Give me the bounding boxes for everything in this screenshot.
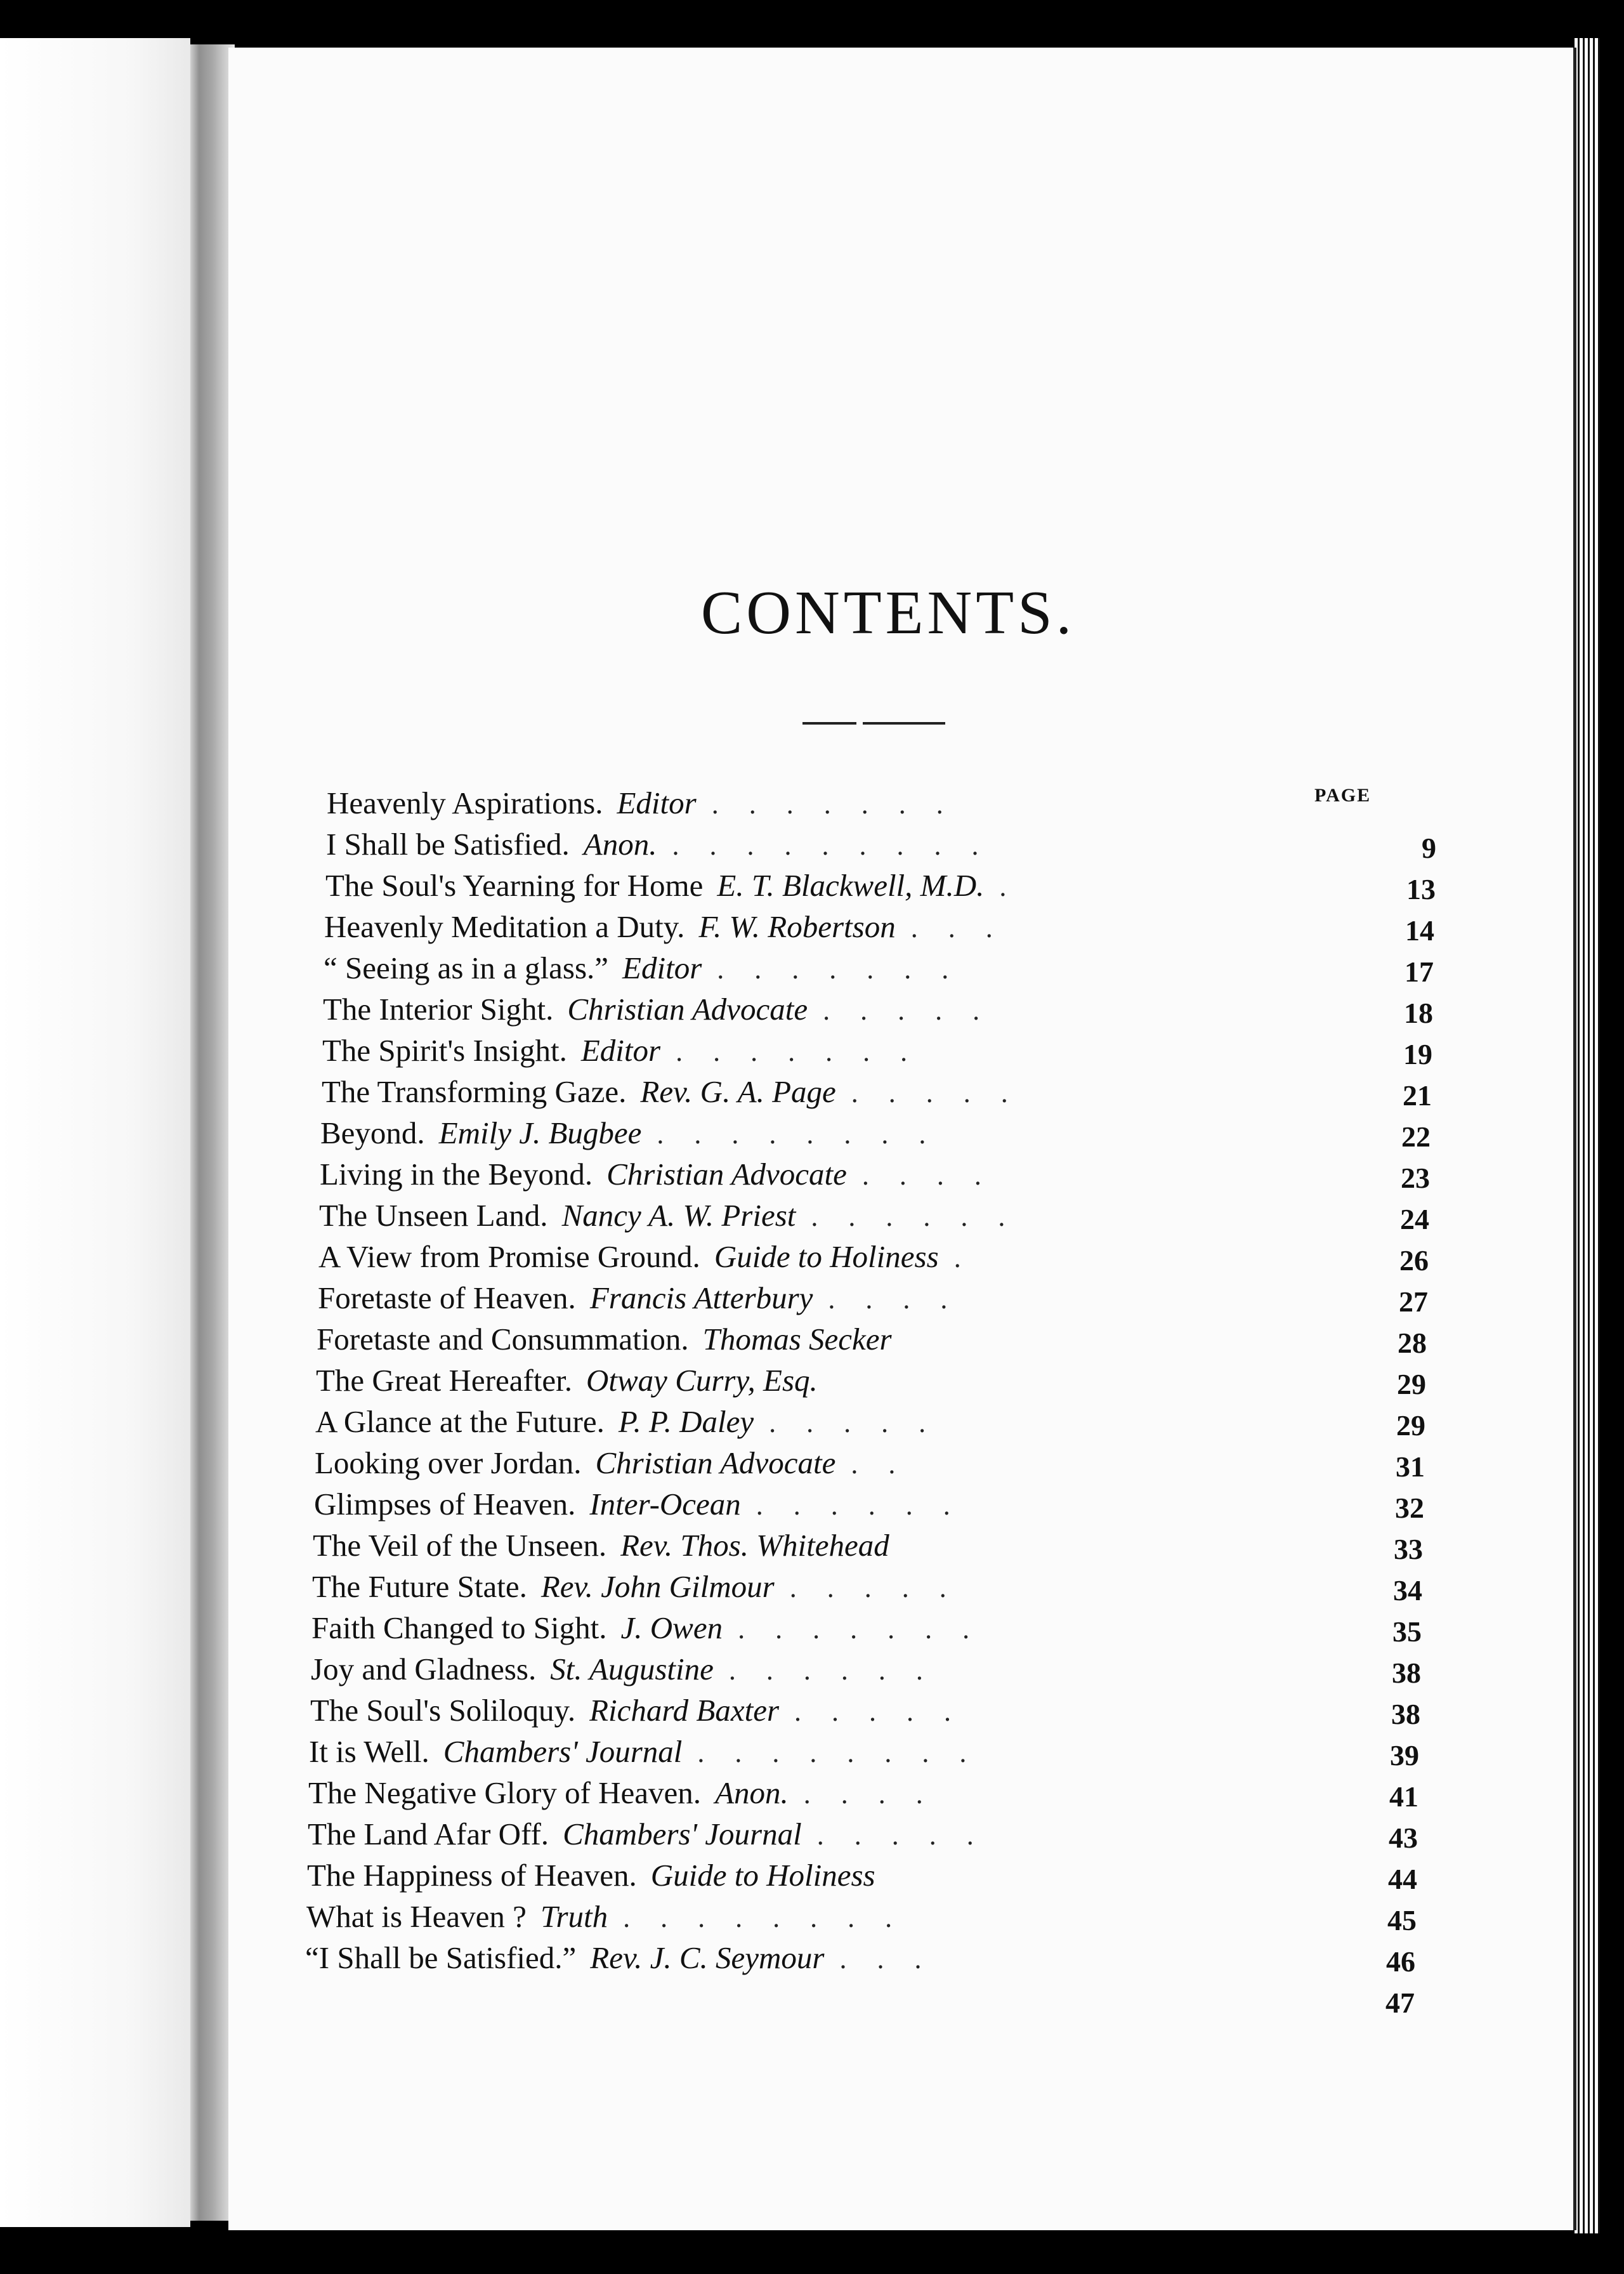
toc-entry-author: Editor bbox=[622, 950, 702, 985]
toc-page-number: 24 bbox=[1400, 1203, 1429, 1235]
toc-row bbox=[324, 907, 1434, 949]
toc-entry bbox=[314, 1486, 981, 1522]
toc-page-number: 22 bbox=[1401, 1121, 1431, 1153]
toc-entry-author: Truth bbox=[540, 1899, 608, 1934]
toc-entry bbox=[327, 785, 974, 821]
toc-page-number: 29 bbox=[1396, 1409, 1425, 1442]
toc-row bbox=[317, 1320, 1427, 1361]
toc-page-number: 47 bbox=[1385, 1987, 1415, 2019]
toc-row bbox=[320, 1114, 1431, 1155]
toc-row bbox=[305, 1938, 1415, 1980]
toc-entry-author: Chambers' Journal bbox=[443, 1734, 683, 1769]
dot-leader: ... bbox=[839, 1943, 952, 1975]
dot-leader: ....... bbox=[676, 1036, 938, 1067]
dot-leader: .... bbox=[828, 1284, 978, 1315]
toc-entry-title: The Soul's Yearning for Home bbox=[325, 868, 704, 903]
toc-entry-author: Editor bbox=[617, 785, 697, 820]
toc-entry-author: E. T. Blackwell, M.D. bbox=[717, 868, 985, 903]
toc-page-number: 35 bbox=[1392, 1615, 1422, 1648]
toc-entry-title: The Transforming Gaze. bbox=[322, 1074, 627, 1109]
toc-row bbox=[319, 1196, 1429, 1237]
toc-entry-author: Christian Advocate bbox=[595, 1445, 836, 1480]
toc-row bbox=[322, 1072, 1432, 1114]
toc-row bbox=[322, 1031, 1432, 1072]
toc-entry-author: Christian Advocate bbox=[567, 992, 808, 1027]
toc-entry bbox=[324, 950, 979, 986]
toc-entry bbox=[315, 1403, 956, 1440]
toc-entry-author: Emily J. Bugbee bbox=[438, 1115, 642, 1150]
toc-entry-title: The Future State. bbox=[312, 1569, 527, 1604]
dot-leader: ...... bbox=[756, 1490, 981, 1521]
toc-page-number: 39 bbox=[1390, 1739, 1419, 1771]
toc-entry-author: P. P. Daley bbox=[618, 1404, 754, 1439]
toc-entry bbox=[311, 1610, 1000, 1646]
toc-entry bbox=[307, 1857, 891, 1893]
toc-row bbox=[309, 1732, 1419, 1773]
dot-leader: ......... bbox=[672, 830, 1009, 861]
toc-entry-title: “I Shall be Satisfied.” bbox=[305, 1940, 577, 1975]
toc-page-number: 23 bbox=[1401, 1162, 1430, 1194]
toc-entry-title: Glimpses of Heaven. bbox=[314, 1487, 576, 1521]
toc-page-number: 41 bbox=[1389, 1780, 1418, 1813]
toc-entry-title: Living in the Beyond. bbox=[320, 1157, 593, 1192]
toc-page-number: 13 bbox=[1406, 873, 1436, 905]
toc-page-number: 14 bbox=[1405, 914, 1434, 947]
dot-leader: .. bbox=[851, 1449, 926, 1480]
toc-entry-title: A View from Promise Ground. bbox=[318, 1239, 700, 1274]
toc-entry bbox=[316, 1362, 833, 1398]
toc-entry-title: Beyond. bbox=[320, 1115, 425, 1150]
toc-entry-title: The Spirit's Insight. bbox=[322, 1033, 567, 1068]
toc-page-number: 28 bbox=[1398, 1327, 1427, 1359]
toc-page-number: 43 bbox=[1389, 1822, 1418, 1854]
toc-row bbox=[324, 949, 1434, 990]
toc-entry bbox=[322, 1032, 938, 1068]
dot-leader: . bbox=[953, 1242, 992, 1273]
toc-page-number: 34 bbox=[1393, 1574, 1422, 1607]
facing-page bbox=[0, 38, 190, 2227]
toc-page-number: 29 bbox=[1397, 1368, 1426, 1400]
toc-entry bbox=[305, 1940, 952, 1976]
toc-entry-author: Guide to Holiness bbox=[714, 1239, 939, 1274]
toc-entry-author: Guide to Holiness bbox=[650, 1858, 875, 1893]
toc-entry bbox=[315, 1445, 926, 1481]
toc-row bbox=[320, 1155, 1430, 1196]
toc-row bbox=[313, 1526, 1423, 1567]
dot-leader: ....... bbox=[738, 1613, 1000, 1645]
toc-row bbox=[326, 825, 1436, 866]
toc-entry bbox=[320, 1156, 1012, 1192]
toc-entry-title: Heavenly Aspirations. bbox=[327, 785, 603, 820]
toc-entry-title: Foretaste of Heaven. bbox=[318, 1280, 576, 1315]
toc-page-number: 17 bbox=[1405, 956, 1434, 988]
toc-entry-title: What is Heaven ? bbox=[306, 1899, 527, 1934]
toc-entry bbox=[325, 867, 1037, 904]
toc-entry bbox=[322, 1074, 1038, 1110]
toc-row bbox=[315, 1402, 1425, 1443]
toc-entry-title: The Unseen Land. bbox=[319, 1198, 548, 1233]
toc-row bbox=[311, 1608, 1422, 1650]
dot-leader: ........ bbox=[697, 1737, 997, 1768]
toc-entry-title: “ Seeing as in a glass.” bbox=[324, 950, 609, 985]
dot-leader: .... bbox=[861, 1160, 1012, 1191]
dot-leader: ....... bbox=[711, 789, 974, 820]
toc-entry bbox=[310, 1692, 981, 1728]
toc-row bbox=[312, 1567, 1422, 1608]
toc-entry-title: The Land Afar Off. bbox=[308, 1817, 549, 1851]
toc-entry-title: A Glance at the Future. bbox=[315, 1404, 605, 1439]
dot-leader: ...... bbox=[811, 1201, 1036, 1232]
toc-page-number: 21 bbox=[1403, 1079, 1432, 1112]
toc-entry-title: Foretaste and Consummation. bbox=[317, 1322, 689, 1357]
toc-entry-author: J. Owen bbox=[620, 1610, 723, 1645]
toc-page-number: 38 bbox=[1392, 1657, 1421, 1689]
dot-leader: ..... bbox=[823, 995, 1011, 1026]
toc-row bbox=[314, 1485, 1424, 1526]
toc-row bbox=[325, 866, 1436, 907]
toc-entry bbox=[304, 1981, 318, 2017]
toc-row bbox=[310, 1691, 1420, 1732]
toc-row bbox=[304, 1980, 1415, 2021]
toc-entry bbox=[319, 1197, 1035, 1233]
toc-entry-title: The Negative Glory of Heaven. bbox=[308, 1775, 702, 1810]
dot-leader: ...... bbox=[728, 1655, 953, 1686]
toc-page-number: 31 bbox=[1396, 1450, 1425, 1483]
toc-entry-author: Christian Advocate bbox=[606, 1157, 847, 1192]
page-edges bbox=[1575, 38, 1600, 2233]
toc-entry-title: The Veil of the Unseen. bbox=[313, 1528, 607, 1563]
dot-leader: . bbox=[999, 871, 1037, 902]
toc-entry bbox=[312, 1568, 977, 1605]
table-of-contents bbox=[305, 784, 1436, 2021]
toc-entry bbox=[306, 1898, 922, 1935]
toc-entry bbox=[308, 1775, 953, 1811]
toc-page-number: 18 bbox=[1404, 997, 1433, 1029]
toc-entry-title: The Happiness of Heaven. bbox=[307, 1858, 637, 1893]
dot-leader: ..... bbox=[816, 1820, 1004, 1851]
toc-entry bbox=[320, 1115, 956, 1151]
toc-row bbox=[318, 1237, 1429, 1278]
toc-row bbox=[315, 1443, 1425, 1485]
toc-entry-author: Thomas Secker bbox=[702, 1322, 892, 1357]
dot-leader: ... bbox=[910, 912, 1023, 943]
toc-entry-author: Chambers' Journal bbox=[563, 1817, 802, 1851]
toc-entry-title: Faith Changed to Sight. bbox=[311, 1610, 607, 1645]
toc-page-number: 44 bbox=[1388, 1863, 1417, 1895]
toc-entry-author: Anon. bbox=[583, 827, 657, 862]
toc-page-number: 46 bbox=[1386, 1945, 1415, 1978]
toc-entry bbox=[324, 909, 1023, 945]
toc-entry bbox=[313, 1527, 905, 1563]
toc-entry-author: Anon. bbox=[715, 1775, 789, 1810]
toc-entry bbox=[318, 1280, 978, 1316]
page-title: CONTENTS. bbox=[700, 579, 1076, 647]
title-rule bbox=[802, 722, 945, 725]
toc-entry-title: The Great Hereafter. bbox=[316, 1363, 572, 1398]
dot-leader: .... bbox=[803, 1778, 953, 1810]
toc-entry-author: Otway Curry, Esq. bbox=[586, 1363, 818, 1398]
toc-page-number: 9 bbox=[1422, 832, 1436, 864]
toc-entry-author: Inter-Ocean bbox=[589, 1487, 741, 1521]
toc-entry-title: Looking over Jordan. bbox=[315, 1445, 582, 1480]
toc-page-number: 19 bbox=[1403, 1038, 1432, 1070]
toc-page-number: 45 bbox=[1387, 1904, 1417, 1936]
toc-entry-author: Rev. John Gilmour bbox=[540, 1569, 775, 1604]
toc-page-number: 26 bbox=[1399, 1244, 1429, 1277]
toc-entry bbox=[317, 1321, 907, 1357]
toc-entry-title: The Soul's Soliloquy. bbox=[310, 1693, 576, 1728]
toc-row bbox=[308, 1815, 1418, 1856]
toc-entry-author: Editor bbox=[580, 1033, 661, 1068]
toc-page-number: 38 bbox=[1391, 1698, 1420, 1730]
toc-entry-author: F. W. Robertson bbox=[698, 909, 896, 944]
toc-row bbox=[307, 1856, 1417, 1897]
toc-entry-author: Rev. G. A. Page bbox=[640, 1074, 836, 1109]
dot-leader: ..... bbox=[794, 1696, 982, 1727]
toc-entry-title: It is Well. bbox=[309, 1734, 429, 1769]
toc-entry bbox=[308, 1816, 1004, 1852]
toc-entry bbox=[311, 1651, 953, 1687]
dot-leader: ..... bbox=[789, 1572, 977, 1603]
contents-page bbox=[228, 48, 1576, 2230]
toc-entry-author: Nancy A. W. Priest bbox=[561, 1198, 796, 1233]
dot-leader: ..... bbox=[851, 1077, 1038, 1108]
toc-entry bbox=[318, 1239, 992, 1275]
toc-row bbox=[311, 1650, 1421, 1691]
toc-entry-title: The Interior Sight. bbox=[323, 992, 554, 1027]
title-rule-gap bbox=[856, 720, 863, 726]
toc-entry-author: Rev. J. C. Seymour bbox=[590, 1940, 825, 1975]
toc-row bbox=[308, 1773, 1418, 1815]
toc-entry-title: Joy and Gladness. bbox=[311, 1652, 537, 1686]
toc-row bbox=[323, 990, 1433, 1031]
toc-entry-title: Heavenly Meditation a Duty. bbox=[324, 909, 685, 944]
toc-page-number: 32 bbox=[1395, 1492, 1424, 1524]
toc-entry bbox=[309, 1733, 997, 1770]
toc-entry bbox=[326, 826, 1009, 862]
toc-row bbox=[318, 1278, 1428, 1320]
toc-entry bbox=[323, 991, 1010, 1027]
toc-entry-author: Francis Atterbury bbox=[589, 1280, 813, 1315]
toc-entry-author: Richard Baxter bbox=[589, 1693, 780, 1728]
toc-entry-author: St. Augustine bbox=[550, 1652, 714, 1686]
page-column-header: PAGE bbox=[1314, 785, 1372, 806]
dot-leader: ........ bbox=[623, 1902, 923, 1933]
toc-entry-title: I Shall be Satisfied. bbox=[326, 827, 570, 862]
toc-row bbox=[306, 1897, 1417, 1938]
dot-leader: ..... bbox=[769, 1407, 957, 1438]
dot-leader: ........ bbox=[657, 1119, 957, 1150]
toc-page-number: 33 bbox=[1394, 1533, 1423, 1565]
toc-entry-author: Rev. Thos. Whitehead bbox=[620, 1528, 889, 1563]
toc-row bbox=[327, 784, 1431, 825]
toc-row bbox=[316, 1361, 1426, 1402]
toc-page-number: 27 bbox=[1399, 1285, 1428, 1318]
dot-leader: ....... bbox=[717, 954, 979, 985]
